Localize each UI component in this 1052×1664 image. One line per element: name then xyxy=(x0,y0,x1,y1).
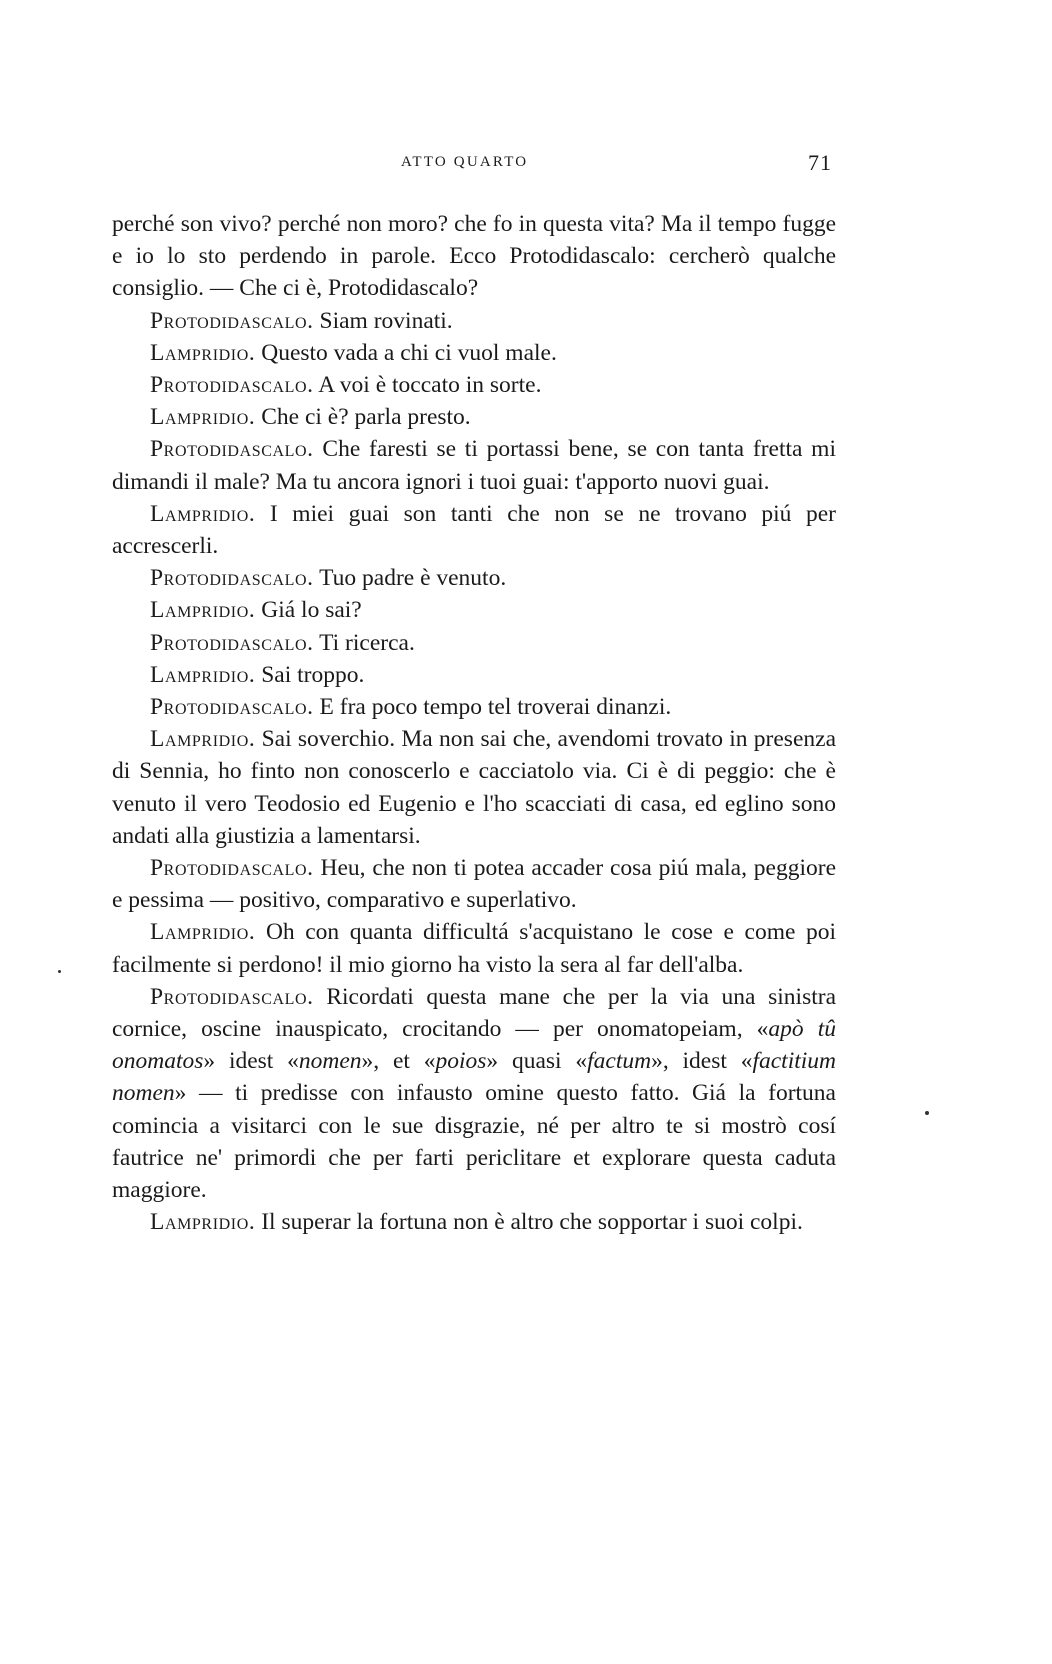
dialogue-paragraph xyxy=(112,594,836,626)
speech-text-mixed xyxy=(112,984,836,1203)
speech-text: Siam rovinati. xyxy=(319,307,453,334)
dialogue-paragraph xyxy=(112,498,836,562)
speaker-name: Protodidascalo. xyxy=(150,436,314,463)
speech-text: Sai soverchio. Ma non sai che, avendomi trovato in presenza di Sennia, ho finto non conoscerlo e cacciatolo via. Ci è di peggio: che è venuto il vero Teodosio ed Eugenio e l'ho scacciati di casa, ed eglino sono andati alla giustizia a lamentarsi. xyxy=(112,726,836,849)
latin-italic-segment: poios xyxy=(435,1048,487,1075)
latin-italic-segment: factitium nomen xyxy=(112,1048,836,1107)
speaker-name: Protodidascalo. xyxy=(150,372,314,399)
speaker-name: Lampridio. xyxy=(150,500,256,527)
speech-segment: », idest « xyxy=(651,1048,753,1075)
page-number: 71 xyxy=(808,150,832,175)
dialogue-paragraph xyxy=(112,659,836,691)
speech-text: Che faresti se ti portassi bene, se con tanta fretta mi dimandi il male? Ma tu ancora ignori i tuoi guai: t'apporto nuovi guai. xyxy=(112,436,836,495)
speech-text: perché son vivo? perché non moro? che fo in questa vita? Ma il tempo fugge e io lo sto perdendo in parole. Ecco Protodidascalo: cercherò qualche consiglio. — Che ci è, Protodidascalo? xyxy=(112,211,836,302)
speech-text: Ti ricerca. xyxy=(319,629,415,656)
dialogue-paragraph xyxy=(112,562,836,594)
speech-text: I miei guai son tanti che non se ne trovano piú per accrescerli. xyxy=(112,500,836,560)
dialogue-paragraph xyxy=(112,305,836,337)
speaker-name: Lampridio. xyxy=(150,726,256,753)
speaker-name: Lampridio. xyxy=(150,661,256,688)
dialogue-paragraph xyxy=(112,208,836,305)
speaker-name: Lampridio. xyxy=(150,404,256,431)
dialogue-paragraph xyxy=(112,337,836,369)
speech-text: E fra poco tempo tel troverai dinanzi. xyxy=(319,694,672,721)
latin-italic-segment: nomen xyxy=(298,1048,362,1075)
speech-text: Heu, che non ti potea accader cosa piú mala, peggiore e pessima — positivo, comparativo e superlativo. xyxy=(112,855,837,914)
speaker-name: Protodidascalo. xyxy=(150,983,314,1010)
speech-segment: Ricordati questa mane che per la via una sinistra cornice, oscine inauspicato, crocitando — per onomatopeiam, « xyxy=(112,983,836,1043)
dialogue-paragraph xyxy=(112,401,836,433)
speaker-name: Protodidascalo. xyxy=(150,855,314,882)
speaker-name: Protodidascalo. xyxy=(150,307,314,334)
dialogue-paragraph xyxy=(112,852,836,916)
speech-text: A voi è toccato in sorte. xyxy=(318,372,542,399)
latin-italic-segment: factum xyxy=(587,1048,652,1075)
speech-text: Il superar la fortuna non è altro che sopportar i suoi colpi. xyxy=(261,1209,803,1236)
speaker-name: Lampridio. xyxy=(150,597,256,624)
speaker-name: Protodidascalo. xyxy=(150,565,314,592)
running-head xyxy=(0,150,1052,180)
speaker-name: Lampridio. xyxy=(150,1209,256,1236)
speech-segment: » quasi « xyxy=(486,1048,588,1075)
speech-text: Che ci è? parla presto. xyxy=(261,404,471,431)
speech-segment: » — ti predisse con infausto omine questo fatto. Giá la fortuna comincia a visitarci con le sue disgrazie, né per altro te si mostrò cosí fautrice ne' primordi che per farti periclitare et explorare questa caduta maggiore. xyxy=(112,1080,836,1204)
speech-text: Giá lo sai? xyxy=(261,597,362,624)
speaker-name: Protodidascalo. xyxy=(150,694,314,721)
dialogue-paragraph xyxy=(112,916,836,980)
dialogue-paragraph xyxy=(112,691,836,723)
dialogue-paragraph xyxy=(112,627,836,659)
dialogue-paragraph xyxy=(112,723,836,852)
speaker-name: Lampridio. xyxy=(150,339,256,366)
speaker-name: Protodidascalo. xyxy=(150,629,314,656)
speech-segment: » idest « xyxy=(203,1048,299,1075)
speech-segment: », et « xyxy=(361,1048,436,1075)
speech-text: Sai troppo. xyxy=(261,661,365,688)
speaker-name: Lampridio. xyxy=(150,919,256,946)
speech-text: Tuo padre è venuto. xyxy=(319,565,507,592)
dialogue-paragraph xyxy=(112,981,836,1206)
speech-text: Oh con quanta difficultá s'acquistano le cose e come poi facilmente si perdono! il mio giorno ha visto la sera al far dell'alba. xyxy=(112,919,837,978)
speech-text: Questo vada a chi ci vuol male. xyxy=(261,339,557,366)
scan-speck xyxy=(58,970,61,973)
latin-italic-segment: apò tû onomatos xyxy=(112,1016,837,1075)
dialogue-paragraph xyxy=(112,1206,836,1238)
page-body xyxy=(112,208,836,1239)
dialogue-paragraph xyxy=(112,369,836,401)
scan-speck xyxy=(925,1111,929,1115)
dialogue-paragraph xyxy=(112,433,836,497)
running-head-title: ATTO QUARTO xyxy=(401,154,529,170)
